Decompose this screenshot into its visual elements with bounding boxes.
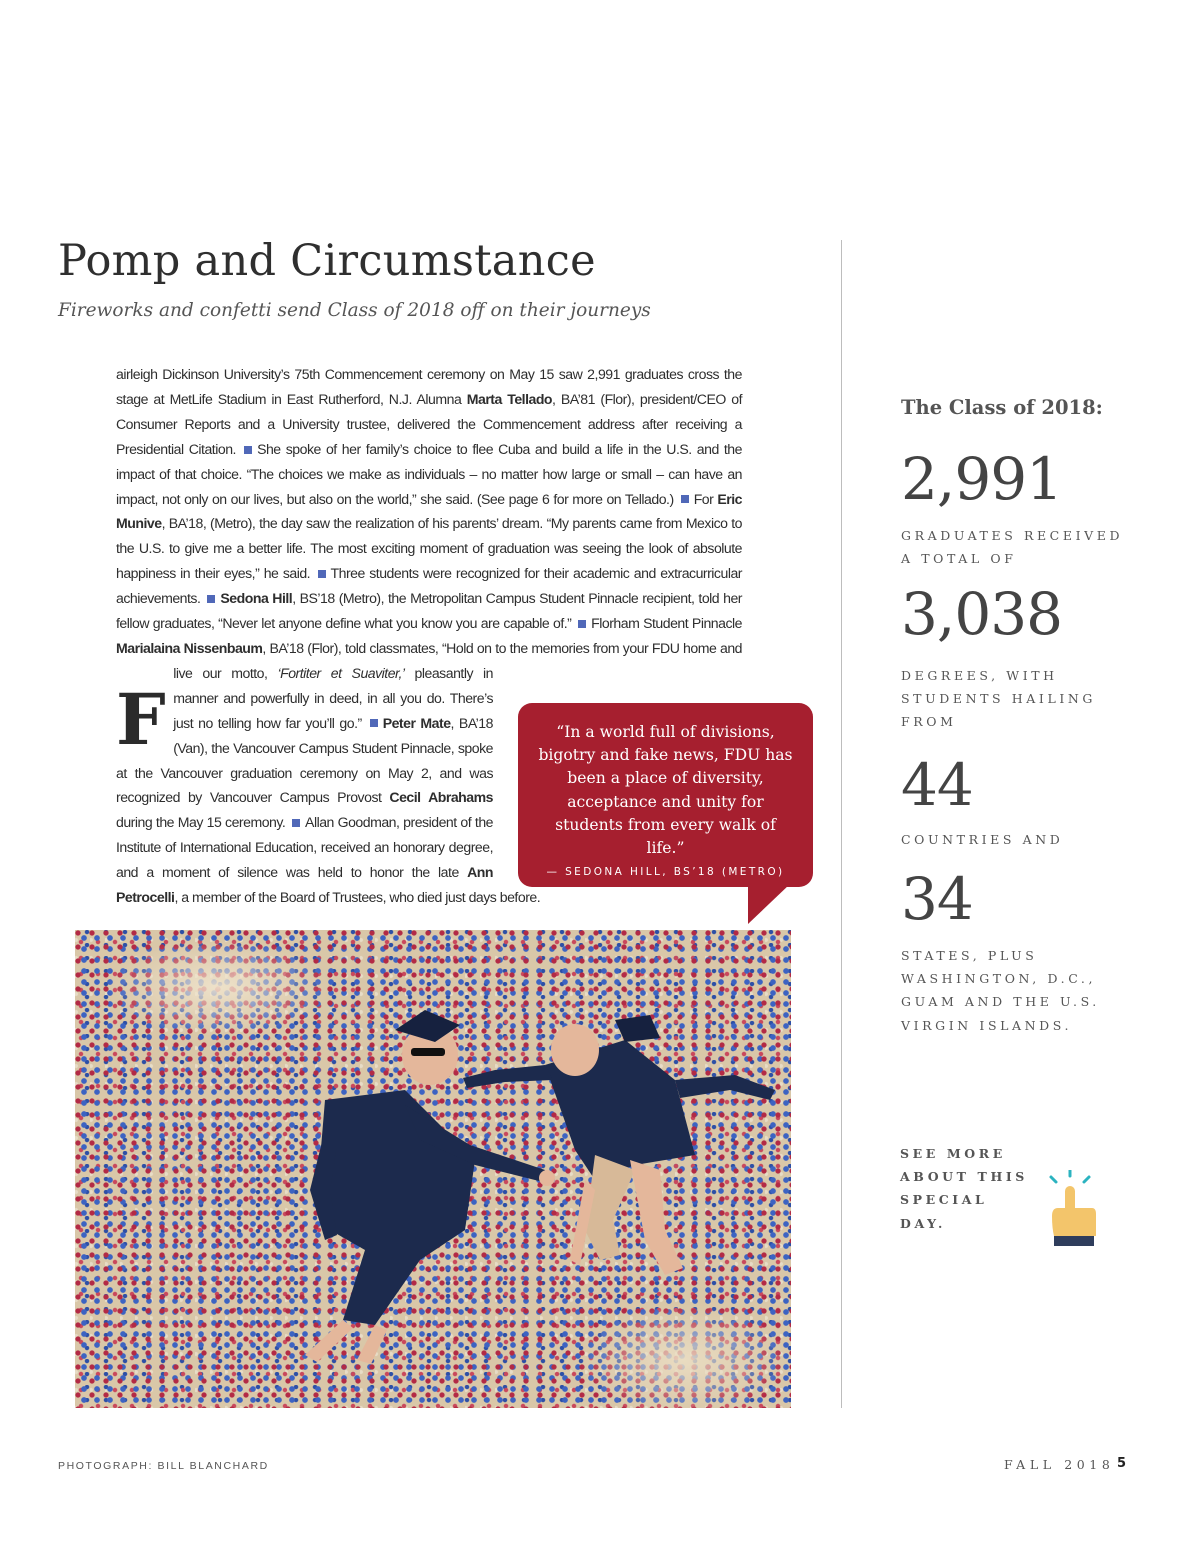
person-name: Marialaina Nissenbaum (116, 639, 263, 656)
photo-figures (75, 930, 791, 1408)
person-name: Peter Mate (382, 714, 451, 731)
person-name: Marta Tellado (466, 390, 553, 407)
body-text-run: For (693, 490, 718, 507)
drop-cap: F (116, 678, 166, 761)
person-name: Eric Munive (116, 490, 742, 532)
person-name: Cecil Abrahams (389, 789, 493, 806)
pull-quote-text: “In a world full of divisions, bigotry and fake news, FDU has been a place of diversity, acceptance and unity for students from every walk of life.” (538, 723, 793, 858)
page-number: 5 (1117, 1456, 1127, 1471)
column-divider (841, 240, 842, 1408)
pull-quote (518, 703, 813, 887)
issue-label: FALL 2018 (1004, 1457, 1115, 1472)
page-subtitle: Fireworks and confetti send Class of 2018 off on their journeys (58, 300, 651, 321)
graduates-in-confetti-photo (75, 930, 791, 1408)
page-title: Pomp and Circumstance (58, 236, 596, 286)
stat-number-countries: 44 (901, 751, 973, 819)
section-bullet-icon (318, 570, 326, 578)
body-text-run: Florham Student Pinnacle (591, 615, 742, 632)
photo-credit: PHOTOGRAPH: BILL BLANCHARD (58, 1460, 269, 1472)
motto-text: ‘Fortiter et Suaviter,’ (277, 664, 405, 681)
body-text-run: , a member of the Board of Trustees, who died just days before. (174, 889, 541, 906)
pointing-hand-icon[interactable] (1046, 1170, 1098, 1254)
pull-quote-attribution: — SEDONA HILL, BS’18 (METRO) (546, 866, 785, 879)
graduate-right (463, 1015, 775, 1275)
body-text-run: during the May 15 ceremony. (116, 814, 290, 831)
section-bullet-icon (207, 595, 215, 603)
section-bullet-icon (681, 495, 689, 503)
body-text-run: , BA’81 (Flor), president/CEO of Consumer Reports and a University trustee, delivered the Commencement address after receiving a Presidential Citation. (116, 390, 742, 457)
stats-title: The Class of 2018: (901, 396, 1103, 419)
person-name: Sedona Hill (220, 590, 293, 607)
body-text-run: Three students were recognized for their academic and extracurricular achievements. (116, 565, 742, 607)
stat-label-graduates: GRADUATES RECEIVED A TOTAL OF (901, 528, 1124, 567)
stat-label-states: STATES, PLUS WASHINGTON, D.C., GUAM AND THE U.S. VIRGIN ISLANDS. (901, 948, 1100, 1033)
stat-number-graduates: 2,991 (901, 445, 1063, 513)
stat-number-states: 34 (901, 865, 973, 933)
stat-label-countries: COUNTRIES AND (901, 832, 1064, 847)
graduate-left (305, 1010, 555, 1364)
person-name: Ann Petrocelli (116, 864, 493, 906)
section-bullet-icon (244, 446, 252, 454)
body-text-run: airleigh Dickinson University’s 75th Commencement ceremony on May 15 saw 2,991 graduates cross the stage at MetLife Stadium in East Rutherford, N.J. Alumna (116, 366, 742, 407)
body-text-run: , BA’18 (Van), the Vancouver Campus Student Pinnacle, spoke at the Vancouver graduation ceremony on May 2, and was recognized by Vancouver Campus Provost (116, 714, 493, 806)
section-bullet-icon (578, 620, 586, 628)
pull-quote-tail (748, 884, 790, 924)
body-text-run: , BS’18 (Metro), the Metropolitan Campus Student Pinnacle recipient, told her fellow graduates, “Never let anyone define what you know you are capable of.” (116, 590, 742, 632)
body-text-run: She spoke of her family’s choice to flee Cuba and build a life in the U.S. and the impact of that choice. “The choices we make as individuals – no matter how large or small – can have an impact, not only on our lives, but also on the world,” she said. (See page 6 for more on Tellado.) (116, 440, 742, 507)
section-bullet-icon (370, 719, 378, 727)
body-text-run: , BA’18 (Flor), told classmates, “Hold on to the memories from your FDU home and live our motto, (173, 639, 742, 681)
see-more-link[interactable]: SEE MORE ABOUT THIS SPECIAL DAY. (900, 1146, 1028, 1231)
stat-label-degrees: DEGREES, WITH STUDENTS HAILING FROM (901, 668, 1097, 730)
body-text-run: Allan Goodman, president of the Institute of International Education, received an honorary degree, and a moment of silence was held to honor the late (116, 814, 493, 881)
body-text-run: , BA’18, (Metro), the day saw the realization of his parents’ dream. “My parents came from Mexico to the U.S. to give me a better life. The most exciting moment of graduation was seeing the look of absolute happiness in their eyes,” he said. (116, 515, 742, 582)
section-bullet-icon (292, 819, 300, 827)
stat-number-degrees: 3,038 (901, 580, 1063, 648)
body-text-run: pleasantly in manner and powerfully in deed, in all you do. There’s just no telling how far you’ll go.” (173, 664, 493, 731)
